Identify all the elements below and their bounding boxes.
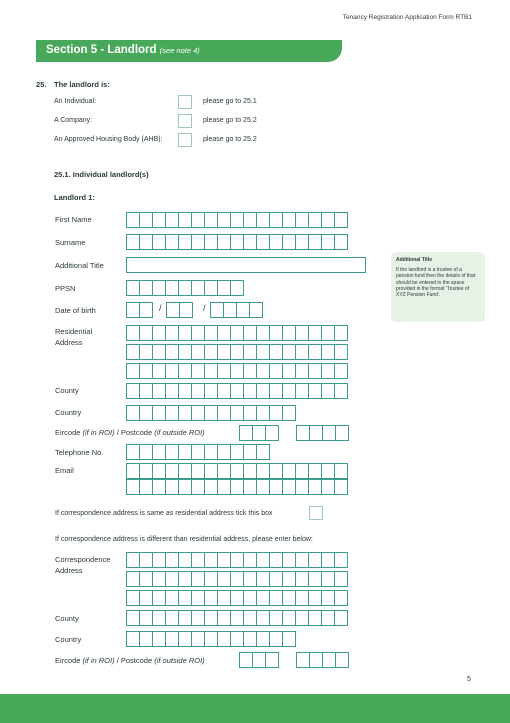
ppsn-field[interactable] [126,280,243,296]
eircode-label-b: (if in ROI) [82,428,115,437]
page-number: 5 [467,676,471,683]
option-label-ahb: An Approved Housing Body (AHB): [54,136,163,143]
dob-month-field[interactable] [166,302,192,318]
residential-address-line-2[interactable] [126,344,347,360]
email-label: Email [55,466,74,475]
correspondence-same-checkbox[interactable] [309,506,323,520]
corr-eircode-label-c: / Postcode [114,656,155,665]
eircode-unique-field[interactable] [296,425,348,441]
dob-year-field[interactable] [210,302,262,318]
correspondence-eircode-label [55,656,205,665]
section-title-text: Section 5 - Landlord [46,44,157,56]
option-label-company: A Company: [54,117,93,124]
country-field[interactable] [126,405,295,421]
residential-address-label-1: Residential [55,327,93,336]
option-instruction-individual: please go to 25.1 [203,98,257,105]
corr-eircode-label-a: Eircode [55,656,83,665]
individual-checkbox[interactable] [178,95,192,109]
first-name-field[interactable] [126,212,347,228]
correspondence-address-line-1[interactable] [126,552,347,568]
note-title: Additional Title [396,257,433,263]
question-text: The landlord is: [54,80,110,89]
correspondence-county-field[interactable] [126,610,347,626]
telephone-field[interactable] [126,444,269,460]
subsection-heading: 25.1. Individual landlord(s) [54,170,149,179]
correspondence-same-label: If correspondence address is same as residential address tick this box [55,510,273,517]
ahb-checkbox[interactable] [178,133,192,147]
correspondence-eircode-unique-field[interactable] [296,652,348,668]
option-label-individual: An Individual: [54,98,97,105]
surname-field[interactable] [126,234,347,250]
footer-bar [0,694,510,723]
note-text: If the landlord is a trustee of a pension fund then the details of that should be entered in the space provided in the format 'Trustee of XYZ Pension Fund'. [396,267,476,299]
company-checkbox[interactable] [178,114,192,128]
county-label: County [55,386,79,395]
residential-address-label-2: Address [55,338,83,347]
corr-eircode-label-d: (if outside ROI) [154,656,205,665]
eircode-routing-field[interactable] [239,425,278,441]
question-number: 25. [36,80,47,89]
correspondence-address-label-1: Correspondence [55,555,111,564]
correspondence-address-line-2[interactable] [126,571,347,587]
ppsn-label: PPSN [55,284,76,293]
surname-label: Surname [55,238,86,247]
email-field-line-1[interactable] [126,463,347,479]
additional-title-note [391,252,485,322]
option-instruction-ahb: please go to 25.2 [203,136,257,143]
landlord-heading: Landlord 1: [54,193,95,202]
section-title [46,44,200,56]
dob-separator: / [203,303,206,313]
option-instruction-company: please go to 25.2 [203,117,257,124]
residential-address-line-1[interactable] [126,325,347,341]
form-title: Tenancy Registration Application Form RTB1 [342,14,472,21]
email-field-line-2[interactable] [126,479,347,495]
eircode-label [55,428,205,437]
country-label: Country [55,408,82,417]
additional-title-field[interactable] [126,257,366,273]
section-note: (see note 4) [159,46,200,55]
residential-address-line-3[interactable] [126,363,347,379]
county-field[interactable] [126,383,347,399]
eircode-label-c: / Postcode [114,428,155,437]
dob-day-field[interactable] [126,302,152,318]
dob-separator: / [159,303,162,313]
dob-label: Date of birth [55,306,96,315]
correspondence-address-label-2: Address [55,566,83,575]
correspondence-eircode-routing-field[interactable] [239,652,278,668]
correspondence-county-label: County [55,614,79,623]
correspondence-country-label: Country [55,635,82,644]
correspondence-different-label: If correspondence address is different than residential address, please enter below: [55,536,313,543]
first-name-label: First Name [55,215,92,224]
correspondence-country-field[interactable] [126,631,295,647]
eircode-label-d: (if outside ROI) [154,428,205,437]
correspondence-address-line-3[interactable] [126,590,347,606]
additional-title-label: Additional Title [55,261,104,270]
eircode-label-a: Eircode [55,428,83,437]
corr-eircode-label-b: (if in ROI) [82,656,115,665]
telephone-label: Telephone No. [55,448,104,457]
